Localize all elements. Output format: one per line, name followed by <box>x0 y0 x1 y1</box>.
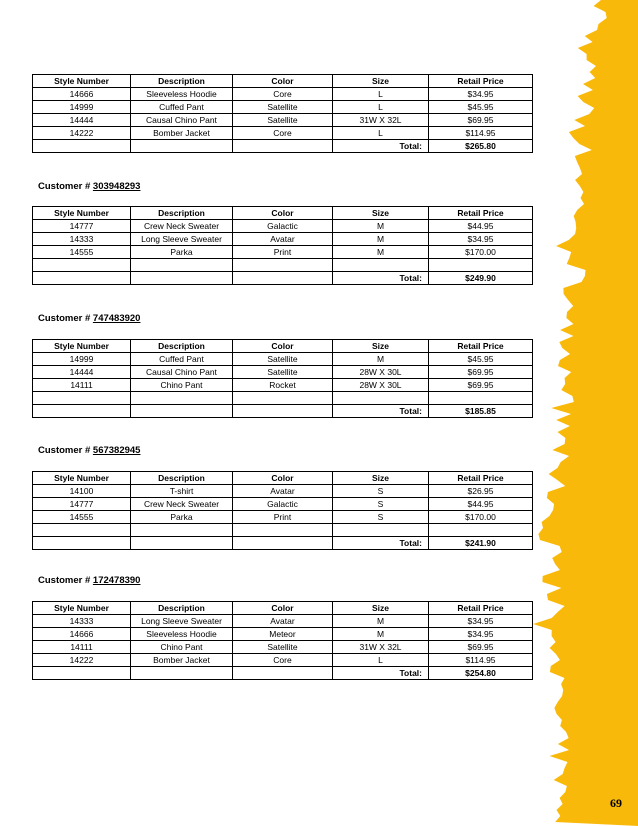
total-value: $254.80 <box>429 667 533 680</box>
column-header: Style Number <box>33 75 131 88</box>
total-label: Total: <box>333 667 429 680</box>
table-cell: 31W X 32L <box>333 641 429 654</box>
total-row <box>33 537 533 550</box>
table-cell: 31W X 32L <box>333 114 429 127</box>
customer-heading <box>38 445 140 456</box>
table-cell: 14111 <box>33 379 131 392</box>
total-row <box>33 667 533 680</box>
column-header: Size <box>333 75 429 88</box>
table-row <box>33 498 533 511</box>
column-header: Size <box>333 207 429 220</box>
total-value: $241.90 <box>429 537 533 550</box>
column-header: Retail Price <box>429 75 533 88</box>
table-cell: $44.95 <box>429 498 533 511</box>
order-table <box>32 74 533 153</box>
table-cell: M <box>333 233 429 246</box>
table-cell: $114.95 <box>429 654 533 667</box>
customer-number: 172478390 <box>92 575 141 586</box>
table-cell: 14666 <box>33 628 131 641</box>
empty-cell <box>33 667 131 680</box>
table-cell: Sleeveless Hoodie <box>131 88 233 101</box>
empty-cell <box>233 272 333 285</box>
empty-cell <box>131 537 233 550</box>
table-cell: Parka <box>131 246 233 259</box>
column-header: Size <box>333 472 429 485</box>
total-label: Total: <box>333 272 429 285</box>
customer-label: Customer # <box>38 575 91 586</box>
column-header: Color <box>233 602 333 615</box>
table-cell: Chino Pant <box>131 379 233 392</box>
table-cell: Chino Pant <box>131 641 233 654</box>
table-cell: L <box>333 101 429 114</box>
empty-cell <box>131 272 233 285</box>
table-cell: $69.95 <box>429 114 533 127</box>
customer-number: 303948293 <box>92 181 141 192</box>
table-cell: L <box>333 654 429 667</box>
table-cell: Causal Chino Pant <box>131 114 233 127</box>
table-row <box>33 127 533 140</box>
table-cell: Print <box>233 246 333 259</box>
table-cell: 14222 <box>33 127 131 140</box>
table-cell: Sleeveless Hoodie <box>131 628 233 641</box>
table-cell: Satellite <box>233 366 333 379</box>
table-row <box>33 246 533 259</box>
table-cell: S <box>333 498 429 511</box>
table-cell: S <box>333 511 429 524</box>
empty-cell <box>33 140 131 153</box>
total-label: Total: <box>333 140 429 153</box>
table-row <box>33 392 533 405</box>
table-cell <box>233 392 333 405</box>
table-cell: S <box>333 485 429 498</box>
table-cell: 14777 <box>33 498 131 511</box>
table-cell: Avatar <box>233 233 333 246</box>
table-cell: M <box>333 615 429 628</box>
header-row <box>33 207 533 220</box>
customer-heading <box>38 575 140 586</box>
column-header: Style Number <box>33 340 131 353</box>
table-cell <box>33 259 131 272</box>
column-header: Color <box>233 340 333 353</box>
column-header: Description <box>131 75 233 88</box>
column-header: Retail Price <box>429 472 533 485</box>
table-row <box>33 485 533 498</box>
empty-cell <box>33 537 131 550</box>
table-cell: Meteor <box>233 628 333 641</box>
empty-cell <box>33 405 131 418</box>
order-table <box>32 471 533 550</box>
table-cell: Satellite <box>233 101 333 114</box>
table-cell: T-shirt <box>131 485 233 498</box>
table-cell: M <box>333 628 429 641</box>
table-cell: $34.95 <box>429 615 533 628</box>
table-row <box>33 259 533 272</box>
column-header: Size <box>333 602 429 615</box>
table-cell: $170.00 <box>429 246 533 259</box>
table-cell: $69.95 <box>429 641 533 654</box>
table-cell: Satellite <box>233 114 333 127</box>
table-row <box>33 101 533 114</box>
table-row <box>33 615 533 628</box>
empty-cell <box>233 537 333 550</box>
column-header: Color <box>233 207 333 220</box>
table-cell: $34.95 <box>429 233 533 246</box>
table-cell: $69.95 <box>429 366 533 379</box>
total-label: Total: <box>333 405 429 418</box>
order-table <box>32 339 533 418</box>
header-row <box>33 472 533 485</box>
table-cell: L <box>333 88 429 101</box>
column-header: Description <box>131 207 233 220</box>
table-row <box>33 641 533 654</box>
table-cell: 28W X 30L <box>333 379 429 392</box>
table-cell: 14555 <box>33 511 131 524</box>
table-cell: Crew Neck Sweater <box>131 498 233 511</box>
table-cell: Parka <box>131 511 233 524</box>
total-value: $249.90 <box>429 272 533 285</box>
table-row <box>33 114 533 127</box>
table-cell: 14444 <box>33 366 131 379</box>
table-cell: Satellite <box>233 353 333 366</box>
empty-cell <box>131 140 233 153</box>
empty-cell <box>131 667 233 680</box>
table-cell: Bomber Jacket <box>131 127 233 140</box>
header-row <box>33 340 533 353</box>
table-cell: Galactic <box>233 220 333 233</box>
column-header: Color <box>233 75 333 88</box>
column-header: Retail Price <box>429 340 533 353</box>
table-cell: M <box>333 220 429 233</box>
table-cell: $26.95 <box>429 485 533 498</box>
table-cell <box>429 524 533 537</box>
total-row <box>33 140 533 153</box>
table-row <box>33 366 533 379</box>
table-cell: 28W X 30L <box>333 366 429 379</box>
table-cell: 14777 <box>33 220 131 233</box>
table-cell: $34.95 <box>429 628 533 641</box>
table-cell: 14333 <box>33 615 131 628</box>
table-cell <box>233 524 333 537</box>
table-cell <box>333 524 429 537</box>
table-cell <box>333 259 429 272</box>
column-header: Style Number <box>33 472 131 485</box>
table-row <box>33 88 533 101</box>
table-cell: Bomber Jacket <box>131 654 233 667</box>
customer-label: Customer # <box>38 181 91 192</box>
customer-number: 747483920 <box>92 313 141 324</box>
empty-cell <box>233 140 333 153</box>
table-row <box>33 511 533 524</box>
table-row <box>33 379 533 392</box>
table-cell <box>429 392 533 405</box>
total-row <box>33 272 533 285</box>
table-cell: M <box>333 353 429 366</box>
table-cell: Causal Chino Pant <box>131 366 233 379</box>
table-cell <box>131 392 233 405</box>
table-cell: Cuffed Pant <box>131 101 233 114</box>
header-row <box>33 602 533 615</box>
table-cell: 14333 <box>33 233 131 246</box>
order-table <box>32 206 533 285</box>
table-cell: $34.95 <box>429 88 533 101</box>
table-cell: $45.95 <box>429 353 533 366</box>
table-row <box>33 654 533 667</box>
table-cell: Avatar <box>233 615 333 628</box>
table-cell: Crew Neck Sweater <box>131 220 233 233</box>
table-cell: 14111 <box>33 641 131 654</box>
table-cell: 14555 <box>33 246 131 259</box>
customer-heading <box>38 313 140 324</box>
column-header: Retail Price <box>429 602 533 615</box>
table-cell: Galactic <box>233 498 333 511</box>
empty-cell <box>233 405 333 418</box>
table-cell: 14666 <box>33 88 131 101</box>
table-cell: Core <box>233 654 333 667</box>
header-row <box>33 75 533 88</box>
table-cell: Long Sleeve Sweater <box>131 233 233 246</box>
table-cell: $69.95 <box>429 379 533 392</box>
table-cell <box>33 524 131 537</box>
table-cell: Avatar <box>233 485 333 498</box>
total-value: $265.80 <box>429 140 533 153</box>
table-cell: Cuffed Pant <box>131 353 233 366</box>
table-cell: $45.95 <box>429 101 533 114</box>
customer-label: Customer # <box>38 313 91 324</box>
empty-cell <box>33 272 131 285</box>
total-label: Total: <box>333 537 429 550</box>
column-header: Style Number <box>33 207 131 220</box>
table-cell: Rocket <box>233 379 333 392</box>
table-cell <box>131 259 233 272</box>
empty-cell <box>131 405 233 418</box>
table-row <box>33 524 533 537</box>
table-cell <box>429 259 533 272</box>
table-cell: 14222 <box>33 654 131 667</box>
table-cell: 14444 <box>33 114 131 127</box>
table-cell <box>233 259 333 272</box>
table-cell: $170.00 <box>429 511 533 524</box>
column-header: Retail Price <box>429 207 533 220</box>
table-cell <box>333 392 429 405</box>
table-cell: Core <box>233 88 333 101</box>
column-header: Style Number <box>33 602 131 615</box>
table-cell: Long Sleeve Sweater <box>131 615 233 628</box>
total-row <box>33 405 533 418</box>
empty-cell <box>233 667 333 680</box>
table-row <box>33 233 533 246</box>
table-row <box>33 220 533 233</box>
table-cell: Core <box>233 127 333 140</box>
column-header: Size <box>333 340 429 353</box>
order-table <box>32 601 533 680</box>
column-header: Description <box>131 472 233 485</box>
table-cell: M <box>333 246 429 259</box>
customer-heading <box>38 181 140 192</box>
total-value: $185.85 <box>429 405 533 418</box>
table-cell <box>33 392 131 405</box>
table-cell: $114.95 <box>429 127 533 140</box>
customer-number: 567382945 <box>92 445 141 456</box>
table-cell <box>131 524 233 537</box>
page-number: 69 <box>610 796 622 810</box>
table-cell: 14100 <box>33 485 131 498</box>
column-header: Color <box>233 472 333 485</box>
table-cell: Satellite <box>233 641 333 654</box>
table-row <box>33 353 533 366</box>
table-cell: 14999 <box>33 101 131 114</box>
table-cell: 14999 <box>33 353 131 366</box>
column-header: Description <box>131 340 233 353</box>
column-header: Description <box>131 602 233 615</box>
table-cell: $44.95 <box>429 220 533 233</box>
table-cell: Print <box>233 511 333 524</box>
table-row <box>33 628 533 641</box>
customer-label: Customer # <box>38 445 91 456</box>
table-cell: L <box>333 127 429 140</box>
